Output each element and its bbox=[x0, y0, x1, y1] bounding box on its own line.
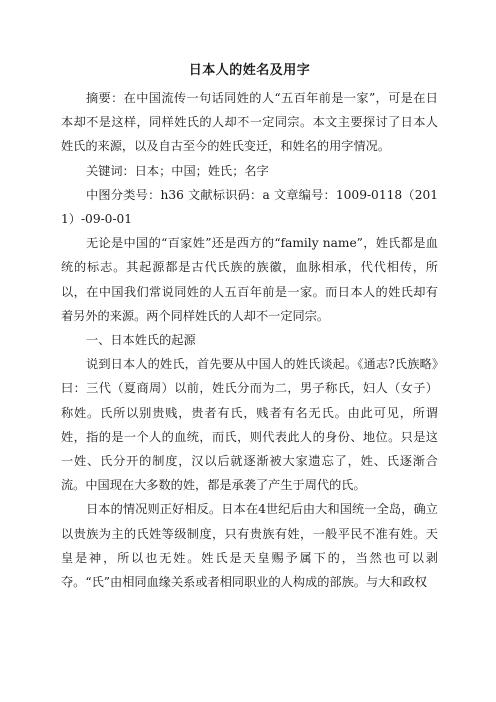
keywords-paragraph: 关键词：日本；中国；姓氏；名字 bbox=[86, 163, 269, 178]
abstract-paragraph: 摘要：在中国流传一句话同姓的人“五百年前是一家”，可是在日本却不是这样，同样姓氏的人却不一定同宗。本文主要探讨了日本人姓氏的来源，以及自古至今的姓氏变迁，和姓名的用字情况。 bbox=[61, 91, 438, 154]
body-paragraph: 无论是中国的“百家姓”还是西方的“family name”，姓氏都是血统的标志。其起源都是古代氏族的族徽，血脉相承，代代相传，所以，在中国我们常说同姓的人五百年前是一家。而日本人的姓氏却有着另外的来源。两个同样姓氏的人却不一定同宗。 bbox=[61, 236, 438, 323]
section-heading: 一、日本姓氏的起源 bbox=[86, 333, 196, 348]
body-paragraph: 日本的情况则正好相反。日本在4世纪后由大和国统一全岛，确立以贵族为主的氏姓等级制度，只有贵族有姓，一般平民不准有姓。天皇是神，所以也无姓。姓氏是天皇赐予属下的，当然也可以剥夺。“氏”由相同血缘关系或者相同职业的人构成的部族。与大和政权 bbox=[61, 502, 438, 590]
classification-paragraph: 中图分类号：h36 文献标识码：a 文章编号：1009-0118（2011）-09-0-01 bbox=[61, 187, 438, 227]
document-title: 日本人的姓名及用字 bbox=[188, 63, 311, 78]
body-paragraph: 说到日本人的姓氏，首先要从中国人的姓氏谈起。《通志?氏族略》曰：三代（夏商周）以前，姓氏分而为二，男子称氏，妇人（女子）称姓。氏所以别贵贱，贵者有氏，贱者有名无氏。由此可见，所谓姓，指的是一个人的血统，而氏，则代表此人的身份、地位。只是这一姓、氏分开的制度，汉以后就逐渐被大家遗忘了，姓、氏逐渐合流。中国现在大多数的姓，都是承袭了产生于周代的氏。 bbox=[61, 357, 438, 493]
